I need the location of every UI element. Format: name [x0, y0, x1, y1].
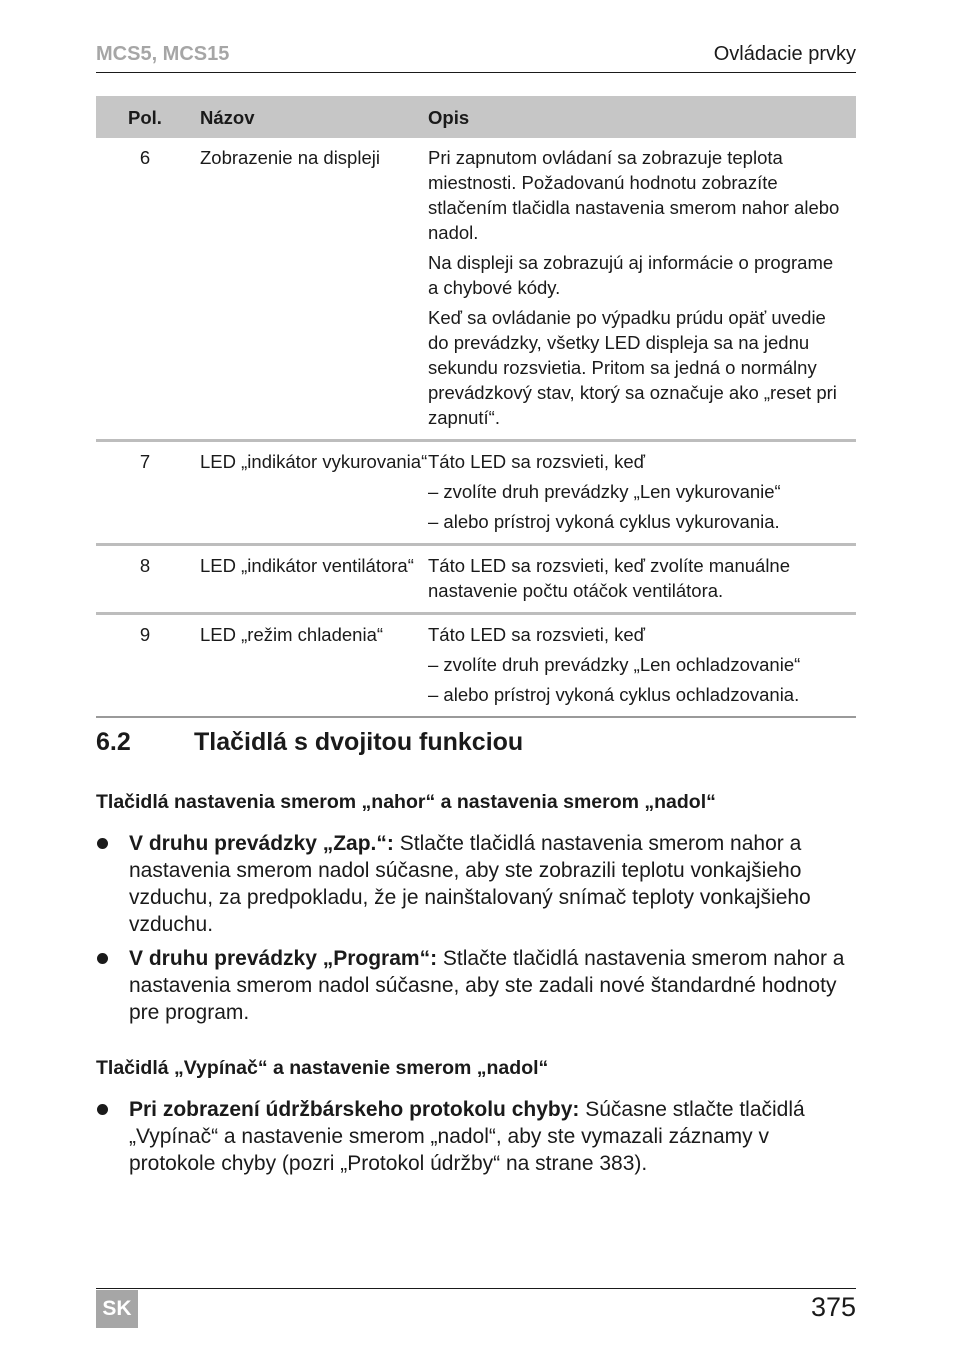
bullet-lead: Pri zobrazení údržbárskeho protokolu chyby: [129, 1098, 580, 1121]
opis-paragraph: Keď sa ovládanie po výpadku prúdu opäť uvedie do prevádzky, všetky LED displeja sa na jednu sekundu rozsvietia. Pritom sa jedná o normálny prevádzkový stav, ktorý sa označuje ako „reset pri zapnutí“. [428, 307, 837, 428]
column-header-opis: Opis [428, 96, 856, 138]
opis-paragraph: Na displeji sa zobrazujú aj informácie o programe a chybové kódy. [428, 252, 834, 298]
bullet-list-up-down [96, 830, 858, 1033]
subheading-up-down: Tlačidlá nastavenia smerom „nahor“ a nastavenia smerom „nadol“ [96, 791, 716, 813]
table-row [96, 441, 856, 545]
cell-pol: 6 [96, 138, 194, 441]
model-name: MCS5, MCS15 [96, 43, 230, 65]
bullet-text: Stlačte tlačidlá nastavenia smerom nahor a nastavenia smerom nadol súčasne, aby ste zadali nové štandardné hodnoty pre program. [129, 947, 845, 1024]
section-number: 6.2 [96, 728, 131, 756]
opis-paragraph: – zvolíte druh prevádzky „Len vykurovanie“ [428, 481, 781, 502]
section-title: Tlačidlá s dvojitou funkciou [194, 728, 524, 756]
cell-opis [428, 441, 856, 545]
opis-paragraph: Táto LED sa rozsvieti, keď [428, 624, 646, 645]
bullet-icon [97, 953, 108, 964]
opis-paragraph: Pri zapnutom ovládaní sa zobrazuje teplota miestnosti. Požadovanú hodnotu zobrazíte stlačením tlačidla nastavenia smerom nahor alebo nadol. [428, 147, 840, 243]
controls-table [96, 96, 856, 718]
bullet-icon [97, 838, 108, 849]
section-heading [96, 728, 523, 757]
cell-pol: 9 [96, 614, 194, 718]
column-header-nazov: Názov [194, 96, 428, 138]
cell-nazov: LED „indikátor ventilátora“ [194, 545, 428, 614]
cell-nazov: Zobrazenie na displeji [194, 138, 428, 441]
cell-opis [428, 138, 856, 441]
cell-nazov: LED „režim chladenia“ [194, 614, 428, 718]
table-row [96, 614, 856, 718]
cell-opis [428, 545, 856, 614]
page-number: 375 [810, 1292, 856, 1322]
opis-paragraph: – alebo prístroj vykoná cyklus ochladzovania. [428, 684, 800, 705]
cell-pol: 7 [96, 441, 194, 545]
cell-pol: 8 [96, 545, 194, 614]
opis-paragraph: Táto LED sa rozsvieti, keď zvolíte manuálne nastavenie počtu otáčok ventilátora. [428, 555, 791, 601]
list-item [96, 1096, 858, 1177]
table-row [96, 545, 856, 614]
opis-paragraph: Táto LED sa rozsvieti, keď [428, 451, 646, 472]
subheading-power-down: Tlačidlá „Vypínač“ a nastavenie smerom „nadol“ [96, 1057, 549, 1079]
cell-nazov: LED „indikátor vykurovania“ [194, 441, 428, 545]
opis-paragraph: – alebo prístroj vykoná cyklus vykurovania. [428, 511, 780, 532]
bullet-text: Súčasne stlačte tlačidlá „Vypínač“ a nastavenie smerom „nadol“, aby ste vymazali záznamy v protokole chyby (pozri „Protokol údržby“ na strane 383). [129, 1098, 805, 1175]
page-header [96, 40, 856, 73]
column-header-pol: Pol. [96, 96, 194, 138]
bullet-icon [97, 1104, 108, 1115]
list-item [96, 830, 858, 938]
table-row [96, 138, 856, 441]
table-header-row [96, 96, 856, 138]
cell-opis [428, 614, 856, 718]
chapter-title: Ovládacie prvky [713, 43, 856, 65]
bullet-text: Stlačte tlačidlá nastavenia smerom nahor a nastavenia smerom nadol súčasne, aby ste zobrazili teplotu vonkajšieho vzduchu, za predpokladu, že je nainštalovaný snímač teploty vonkajšieho vzduchu. [129, 832, 811, 936]
bullet-lead: V druhu prevádzky „Program“: [129, 947, 438, 970]
footer-divider [96, 1288, 856, 1289]
bullet-list-power-down [96, 1096, 858, 1184]
language-badge: SK [96, 1290, 138, 1328]
bullet-lead: V druhu prevádzky „Zap.“: [129, 832, 394, 855]
opis-paragraph: – zvolíte druh prevádzky „Len ochladzovanie“ [428, 654, 801, 675]
list-item [96, 945, 858, 1026]
